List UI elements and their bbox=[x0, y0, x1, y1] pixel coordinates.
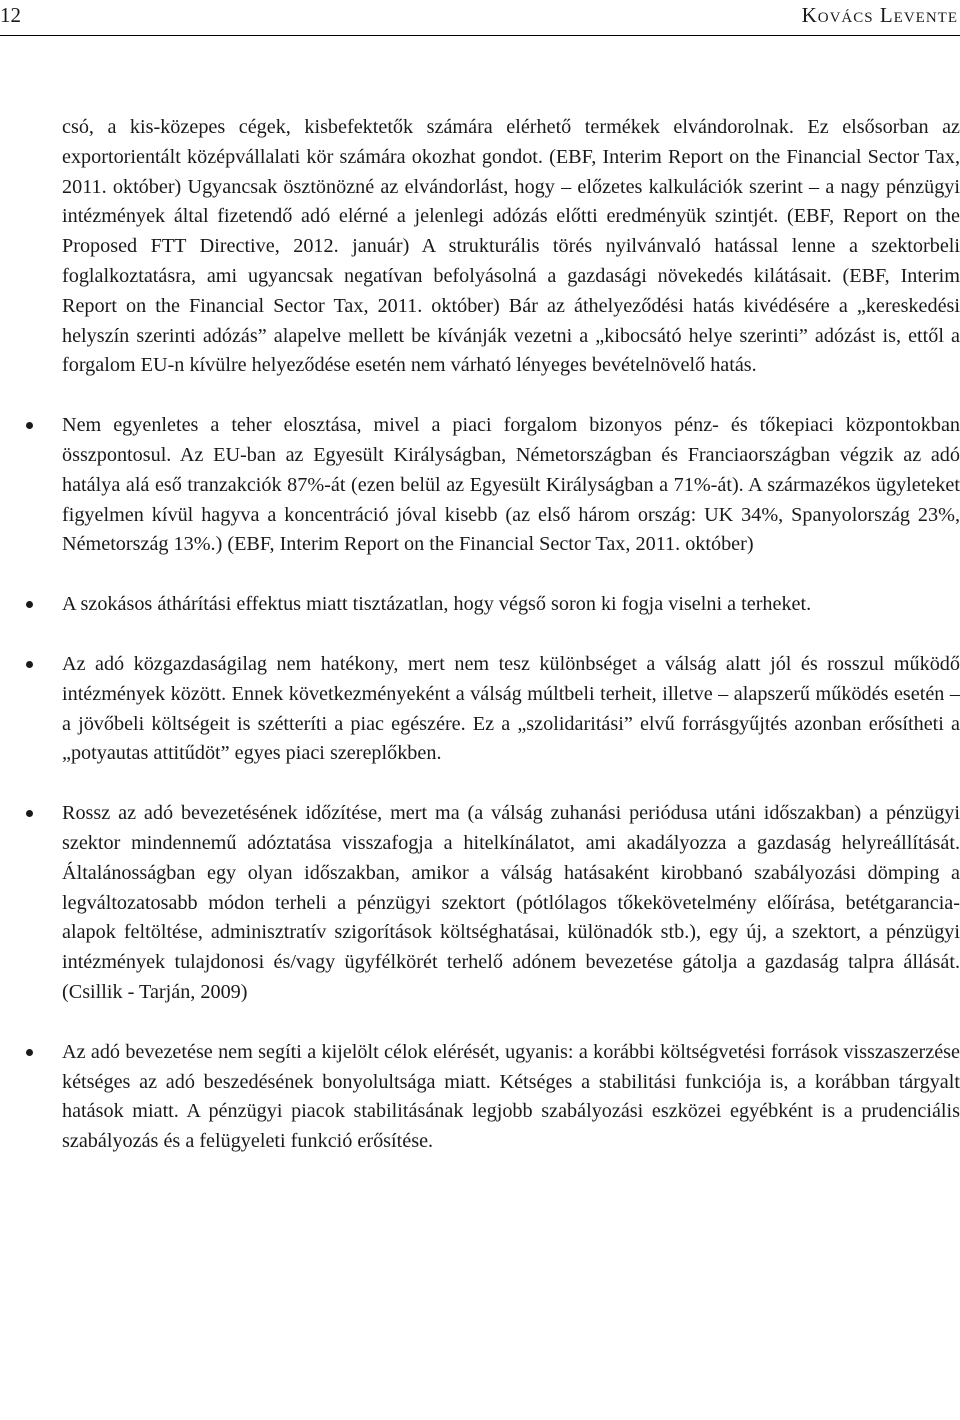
bullet-icon bbox=[26, 1049, 33, 1056]
intro-paragraph: csó, a kis-közepes cégek, kisbefektetők számára elérhető termékek elvándorolnak. Ez elsősorban az exportorientált középvállalati kör számára okozhat gondot. (EBF, Interim Report on the Financial Sector Tax, 2011. október) Ugyancsak ösztönözné az elvándorlást, hogy – előzetes kalkulációk szerint – a nagy pénzügyi intézmények által fizetendő adó elérné a jelenlegi adózás előtti eredményük szintjét. (EBF, Report on the Proposed FTT Directive, 2012. január) A strukturális törés nyilvánvaló hatással lenne a szektorbeli foglalkoztatásra, ami ugyancsak negatívan befolyásolná a gazdasági növekedés kilátásait. (EBF, Interim Report on the Financial Sector Tax, 2011. október) Bár az áthelyeződési hatás kivédésére a „kereskedési helyszín szerinti adózás” alapelve mellett be kívánják vezetni a „kibocsátó helye szerinti” adózást is, ettől a forgalom EU-n kívülre helyeződése esetén nem várható lényeges bevételnövelő hatás. bbox=[62, 116, 960, 377]
bullet-icon bbox=[26, 661, 33, 668]
list-item-text: A szokásos áthárítási effektus miatt tisztázatlan, hogy végső soron ki fogja viselni a terheket. bbox=[62, 593, 812, 616]
list-item bbox=[62, 650, 960, 769]
list-item-text: Rossz az adó bevezetésének időzítése, mert ma (a válság zuhanási periódusa utáni időszakban) a pénzügyi szektor mindennemű adóztatása visszafogja a hitelkínálatot, ami akadályozza a gazdaság helyreállítását. Általánosságban egy olyan időszakban, amikor a válság hatásaként kirobbanó szabályozási dömping a legváltozatosabb módon terheli a pénzügyi szektort (pótlólagos tőkekövetelmény előírása, betétgarancia-alapok feltöltése, adminisztratív szigorítások költséghatásai, különadók stb.), egy új, a szektort, a pénzügyi intézmények tulajdonosi és/vagy ügyfélkörét terhelő adónem bevezetése gátolja a gazdaság talpra állását. (Csillik - Tarján, 2009) bbox=[62, 802, 960, 1003]
page-number: 12 bbox=[0, 3, 21, 27]
header-rule bbox=[0, 35, 960, 36]
list-item bbox=[62, 1038, 960, 1157]
bullet-icon bbox=[26, 422, 33, 429]
list-item bbox=[62, 411, 960, 560]
bullet-list bbox=[62, 411, 960, 1157]
list-item bbox=[62, 590, 960, 620]
page-header bbox=[0, 0, 960, 30]
bullet-icon bbox=[26, 601, 33, 608]
list-item bbox=[62, 799, 960, 1008]
list-item-text: Az adó közgazdaságilag nem hatékony, mert nem tesz különbséget a válság alatt jól és rosszul működő intézmények között. Ennek következményeként a válság múltbeli terheit, illetve – alapszerű működés esetén – a jövőbeli költségeit is szétteríti a piac egészére. Ez a „szolidaritási” elvű forrásgyűjtés azonban erősítheti a „potyautas attitűdöt” egyes piaci szereplőkben. bbox=[62, 652, 960, 765]
bullet-icon bbox=[26, 810, 33, 817]
body-content bbox=[62, 113, 960, 1157]
list-item-text: Nem egyenletes a teher elosztása, mivel a piaci forgalom bizonyos pénz- és tőkepiaci központokban összpontosul. Az EU-ban az Egyesült Királyságban, Németországban és Franciaországban végzik az adó hatálya alá eső tranzakciók 87%-át (ezen belül az Egyesült Királyságban a 71%-át). A származékos ügyleteket figyelmen kívül hagyva a koncentráció jóval kisebb (az első három ország: UK 34%, Spanyolország 23%, Németország 13%.) (EBF, Interim Report on the Financial Sector Tax, 2011. október) bbox=[62, 414, 960, 556]
list-item-text: Az adó bevezetése nem segíti a kijelölt célok elérését, ugyanis: a korábbi költségvetési források visszaszerzése kétséges az adó beszedésének bonyolultsága miatt. Kétséges a stabilitási funkciója is, a korábban tárgyalt hatások miatt. A pénzügyi piacok stabilitásának legjobb szabályozási eszközei egyébként is a prudenciális szabályozás és a felügyeleti funkció erősítése. bbox=[62, 1040, 960, 1153]
running-head-author: Kovács Levente bbox=[801, 3, 958, 27]
